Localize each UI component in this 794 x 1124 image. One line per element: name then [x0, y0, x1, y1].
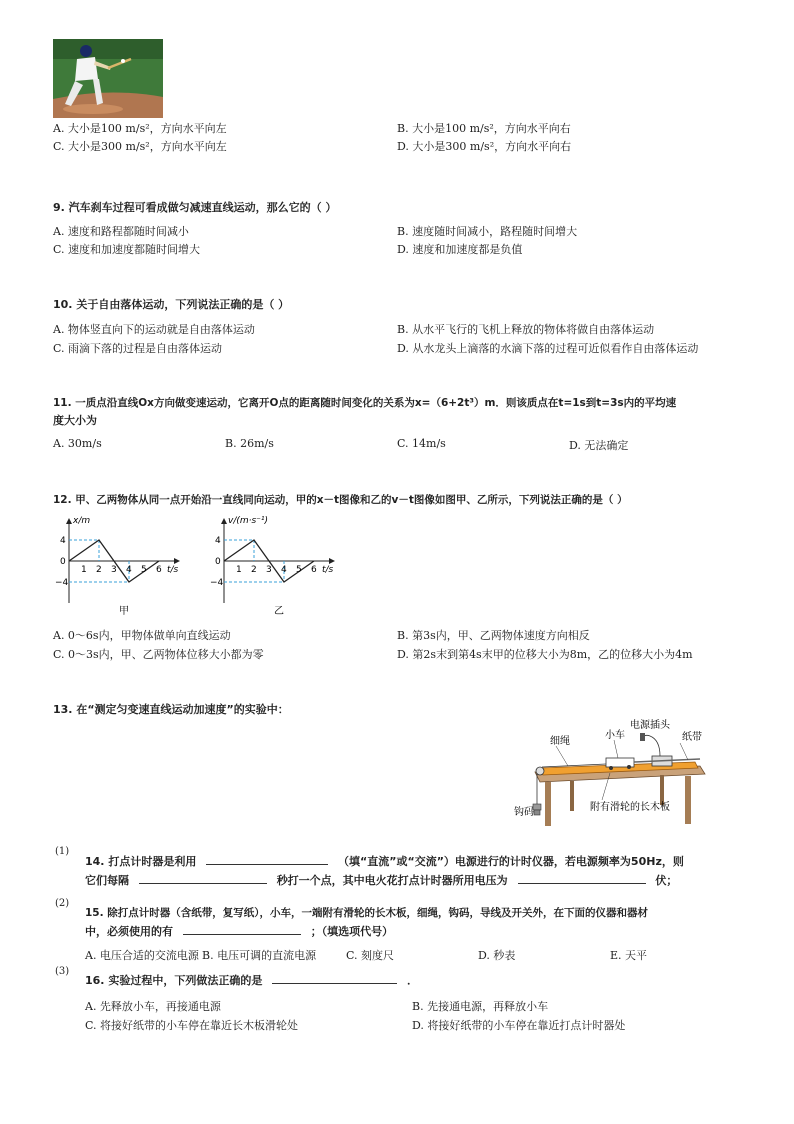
g1-tick: 4 [126, 565, 132, 575]
q15-option-b: B. 电压可调的直流电源 [202, 949, 317, 962]
q11-stem-line2: 度大小为 [53, 414, 97, 427]
g2-tick: 3 [266, 565, 272, 575]
q11-option-b: B. 26m/s [225, 437, 274, 450]
q14-line1-a: 14. 打点计时器是利用 [85, 855, 197, 868]
q9-option-d: D. 速度和加速度都是负值 [397, 243, 523, 256]
g2-tick: 5 [296, 565, 302, 575]
q12-option-d: D. 第2s末到第4s末甲的位移大小为8m，乙的位移大小为4m [397, 648, 693, 661]
q14-line2 [85, 872, 677, 888]
hook-weight-icon [533, 804, 541, 810]
g1-tick: 6 [156, 565, 162, 575]
experiment-diagram [510, 718, 710, 830]
q8-option-a: A. 大小是100 m/s²，方向水平向左 [53, 122, 227, 135]
q10-option-d: D. 从水龙头上滴落的水滴下落的过程可近似看作自由落体运动 [397, 342, 699, 355]
label-cart: 小车 [605, 730, 625, 741]
baseball-batter-photo-icon [53, 39, 163, 118]
table-leg [660, 775, 664, 805]
q15-line2 [85, 923, 393, 939]
g1-caption: 甲 [119, 606, 129, 617]
q16-option-b: B. 先接通电源，再释放小车 [412, 1000, 549, 1013]
g1-tick: 5 [141, 565, 147, 575]
q12-stem: 12. 甲、乙两物体从同一点开始沿一直线同向运动，甲的x－t图像和乙的v－t图像如图甲、乙所示，下列说法正确的是（ ） [53, 494, 628, 506]
q8-option-d: D. 大小是300 m/s²，方向水平向右 [397, 140, 572, 153]
q10-option-a: A. 物体竖直向下的运动就是自由落体运动 [53, 323, 255, 336]
g1-ylabel: x/m [73, 516, 91, 526]
q8-option-b: B. 大小是100 m/s²，方向水平向右 [397, 122, 571, 135]
g1-ybottom: −4 [55, 578, 69, 588]
g2-ybottom: −4 [210, 578, 224, 588]
q14-line2-b: 秒打一个点，其中电火花打点计时器所用电压为 [276, 874, 508, 887]
q15-number: (2) [55, 898, 70, 909]
table-leg [545, 782, 551, 826]
q11-option-a: A. 30m/s [53, 437, 102, 450]
q11-option-c: C. 14m/s [397, 437, 446, 450]
q9-option-b: B. 速度随时间减小，路程随时间增大 [397, 225, 578, 238]
q16-number: (3) [55, 966, 70, 977]
q15-line2-b: ；（填选项代号） [310, 925, 394, 938]
table-leg [685, 776, 691, 824]
q15-option-a: A. 电压合适的交流电源 [85, 949, 199, 962]
g1-tick: 3 [111, 565, 117, 575]
g2-yzero: 0 [215, 557, 221, 567]
q15-option-d: D. 秒表 [478, 949, 516, 962]
label-board: 附有滑轮的长木板 [590, 802, 670, 813]
q12-option-a: A. 0～6s内，甲物体做单向直线运动 [53, 629, 231, 642]
g1-yzero: 0 [60, 557, 66, 567]
g2-ytop: 4 [215, 536, 221, 546]
q8-option-c: C. 大小是300 m/s²，方向水平向左 [53, 140, 227, 153]
q14-blank-3[interactable] [518, 872, 646, 884]
q16-stem-b: ． [407, 974, 419, 987]
q11-stem-line1: 11. 一质点沿直线Ox方向做变速运动，它离开O点的距离随时间变化的关系为x=（6+2t³）m．则该质点在t=1s到t=3s内的平均速 [53, 397, 677, 409]
q13-stem: 13. 在“测定匀变速直线运动加速度”的实验中： [53, 703, 289, 716]
q10-option-c: C. 雨滴下落的过程是自由落体运动 [53, 342, 223, 355]
batter-photo [53, 39, 163, 118]
g1-xlabel: t/s [167, 565, 179, 575]
q9-option-c: C. 速度和加速度都随时间增大 [53, 243, 201, 256]
graph-yi [210, 513, 340, 618]
q15-option-c: C. 刻度尺 [346, 949, 395, 962]
q12-option-c: C. 0～3s内，甲、乙两物体位移大小都为零 [53, 648, 264, 661]
q14-blank-2[interactable] [139, 872, 267, 884]
q14-number: (1) [55, 846, 70, 857]
q15-blank[interactable] [183, 923, 301, 935]
q15-line1: 15. 除打点计时器（含纸带，复写纸），小车，一端附有滑轮的长木板，细绳，钩码，导线及开关外，在下面的仪器和器材 [85, 907, 649, 919]
g1-ytop: 4 [60, 536, 66, 546]
g2-tick: 2 [251, 565, 257, 575]
label-tape: 纸带 [682, 732, 702, 743]
table-leg [570, 781, 574, 811]
g2-tick: 1 [236, 565, 242, 575]
q9-option-a: A. 速度和路程都随时间减小 [53, 225, 189, 238]
q15-line2-a: 中，必须使用的有 [85, 925, 173, 938]
graph-jia [55, 513, 185, 618]
q16-blank[interactable] [272, 972, 397, 984]
q14-line2-a: 它们每隔 [85, 874, 129, 887]
q14-line2-c: 伏； [655, 874, 678, 887]
g2-tick: 6 [311, 565, 317, 575]
q14-line1-b: （填“直流”或“交流”）电源进行的计时仪器，若电源频率为50Hz，则 [338, 855, 684, 868]
q16-stem-a: 16. 实验过程中，下列做法正确的是 [85, 974, 263, 987]
plug-icon [640, 733, 645, 741]
q10-stem: 10. 关于自由落体运动，下列说法正确的是（ ） [53, 298, 290, 311]
q10-option-b: B. 从水平飞行的飞机上释放的物体将做自由落体运动 [397, 323, 655, 336]
q14-line1 [85, 853, 684, 869]
q9-stem: 9. 汽车刹车过程可看成做匀减速直线运动，那么它的（ ） [53, 201, 337, 214]
g2-ylabel: v/(m·s⁻¹) [228, 516, 269, 526]
label-plug: 电源插头 [630, 720, 670, 731]
q15-option-e: E. 天平 [610, 949, 648, 962]
g2-caption: 乙 [274, 606, 284, 617]
g2-tick: 4 [281, 565, 287, 575]
q16-option-d: D. 将接好纸带的小车停在靠近打点计时器处 [412, 1019, 626, 1032]
q12-option-b: B. 第3s内，甲、乙两物体速度方向相反 [397, 629, 590, 642]
g2-xlabel: t/s [322, 565, 334, 575]
label-rope: 细绳 [550, 736, 570, 747]
q16-stem [85, 972, 418, 988]
q14-blank-1[interactable] [206, 853, 328, 865]
label-weight: 钩码 [514, 807, 534, 818]
g1-tick: 2 [96, 565, 102, 575]
q11-option-d: D. 无法确定 [569, 439, 629, 452]
g1-tick: 1 [81, 565, 87, 575]
q16-option-a: A. 先释放小车，再接通电源 [85, 1000, 221, 1013]
q16-option-c: C. 将接好纸带的小车停在靠近长木板滑轮处 [85, 1019, 299, 1032]
